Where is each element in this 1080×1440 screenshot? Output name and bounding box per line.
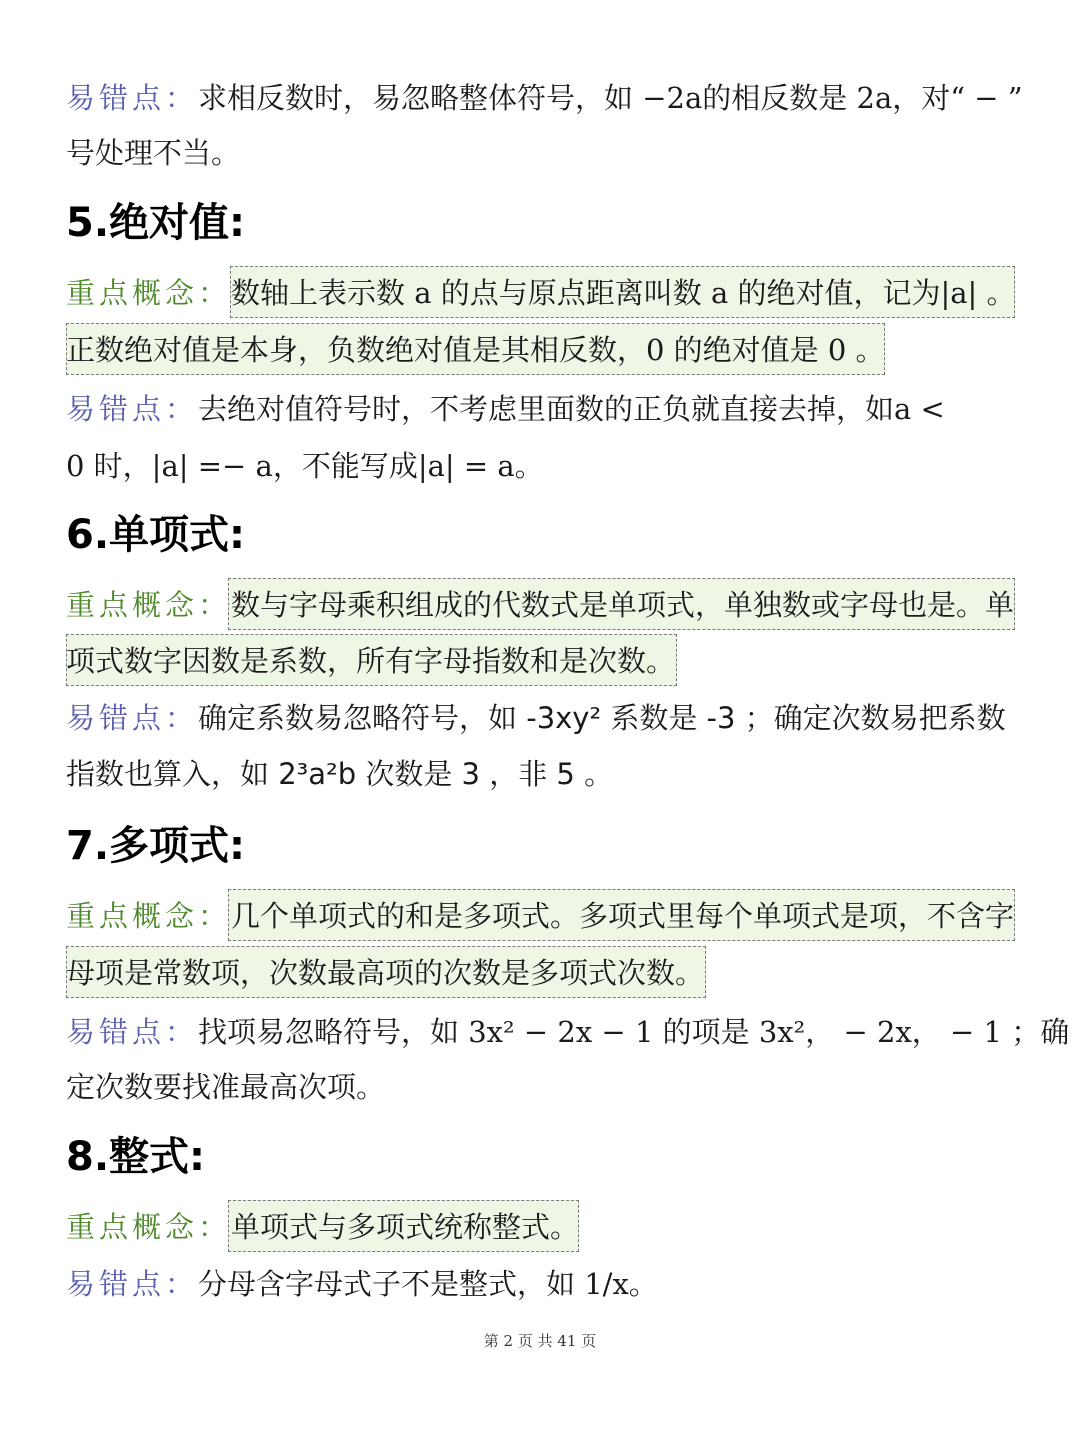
error-point-label: 易错点： <box>66 1015 199 1049</box>
error-point-text: 号处理不当。 <box>66 136 241 170</box>
error-point-line <box>66 1067 385 1107</box>
error-point-label: 易错点： <box>66 392 199 426</box>
error-point-text: 0 时，|a| =− a，不能写成|a| = a。 <box>66 449 544 483</box>
error-point-line <box>66 754 613 794</box>
key-concept-line <box>66 1207 579 1247</box>
error-point-line <box>66 133 240 173</box>
key-concept-line <box>66 641 675 681</box>
error-point-label: 易错点： <box>66 701 199 735</box>
error-point-text: 指数也算入，如 2³a²b 次数是 3 ，非 5 。 <box>66 757 614 791</box>
key-concept-text: 母项是常数项，次数最高项的次数是多项式次数。 <box>66 956 705 990</box>
error-point-line <box>66 1264 658 1304</box>
error-point-text: 定次数要找准最高次项。 <box>66 1070 386 1104</box>
error-point-text: 确定系数易忽略符号，如 -3xy² 系数是 -3 ；确定次数易把系数 <box>198 701 1006 735</box>
key-concept-line <box>66 330 885 370</box>
error-point-text: 去绝对值符号时，不考虑里面数的正负就直接去掉，如a < <box>198 392 945 426</box>
key-concept-label: 重点概念： <box>66 1210 232 1244</box>
key-concept-text: 数与字母乘积组成的代数式是单项式，单独数或字母也是。单 <box>231 588 1015 622</box>
error-point-line <box>66 389 945 429</box>
key-concept-label: 重点概念： <box>66 276 232 310</box>
section-heading-monomial: 6.单项式: <box>66 512 246 558</box>
error-point-line <box>66 698 1006 738</box>
error-point-text: 分母含字母式子不是整式，如 1/x。 <box>198 1267 658 1301</box>
key-concept-line <box>66 953 704 993</box>
key-concept-label: 重点概念： <box>66 588 232 622</box>
error-point-label: 易错点： <box>66 81 199 115</box>
error-point-line <box>66 446 544 486</box>
key-concept-line <box>66 273 1016 313</box>
key-concept-text: 项式数字因数是系数，所有字母指数和是次数。 <box>66 644 676 678</box>
error-point-text: 找项易忽略符号，如 3x² − 2x − 1 的项是 3x²， − 2x， − 1 ；确 <box>198 1015 1070 1049</box>
key-concept-line <box>66 585 1014 625</box>
section-heading-polynomial: 7.多项式: <box>66 823 246 869</box>
error-point-line <box>66 1012 1069 1052</box>
key-concept-text: 正数绝对值是本身，负数绝对值是其相反数，0 的绝对值是 0 。 <box>66 333 885 367</box>
error-point-text: 求相反数时，易忽略整体符号，如 −2a的相反数是 2a，对“ − ” <box>198 81 1023 115</box>
page-number-footer: 第 2 页 共 41 页 <box>483 1332 597 1350</box>
key-concept-text: 单项式与多项式统称整式。 <box>231 1210 580 1244</box>
section-heading-integral-expression: 8.整式: <box>66 1134 206 1180</box>
key-concept-label: 重点概念： <box>66 899 232 933</box>
key-concept-text: 几个单项式的和是多项式。多项式里每个单项式是项，不含字 <box>231 899 1015 933</box>
key-concept-text: 数轴上表示数 a 的点与原点距离叫数 a 的绝对值，记为|a| 。 <box>231 276 1016 310</box>
error-point-label: 易错点： <box>66 1267 199 1301</box>
error-point-line <box>66 78 1023 118</box>
key-concept-line <box>66 896 1014 936</box>
section-heading-absolute-value: 5.绝对值: <box>66 200 246 246</box>
